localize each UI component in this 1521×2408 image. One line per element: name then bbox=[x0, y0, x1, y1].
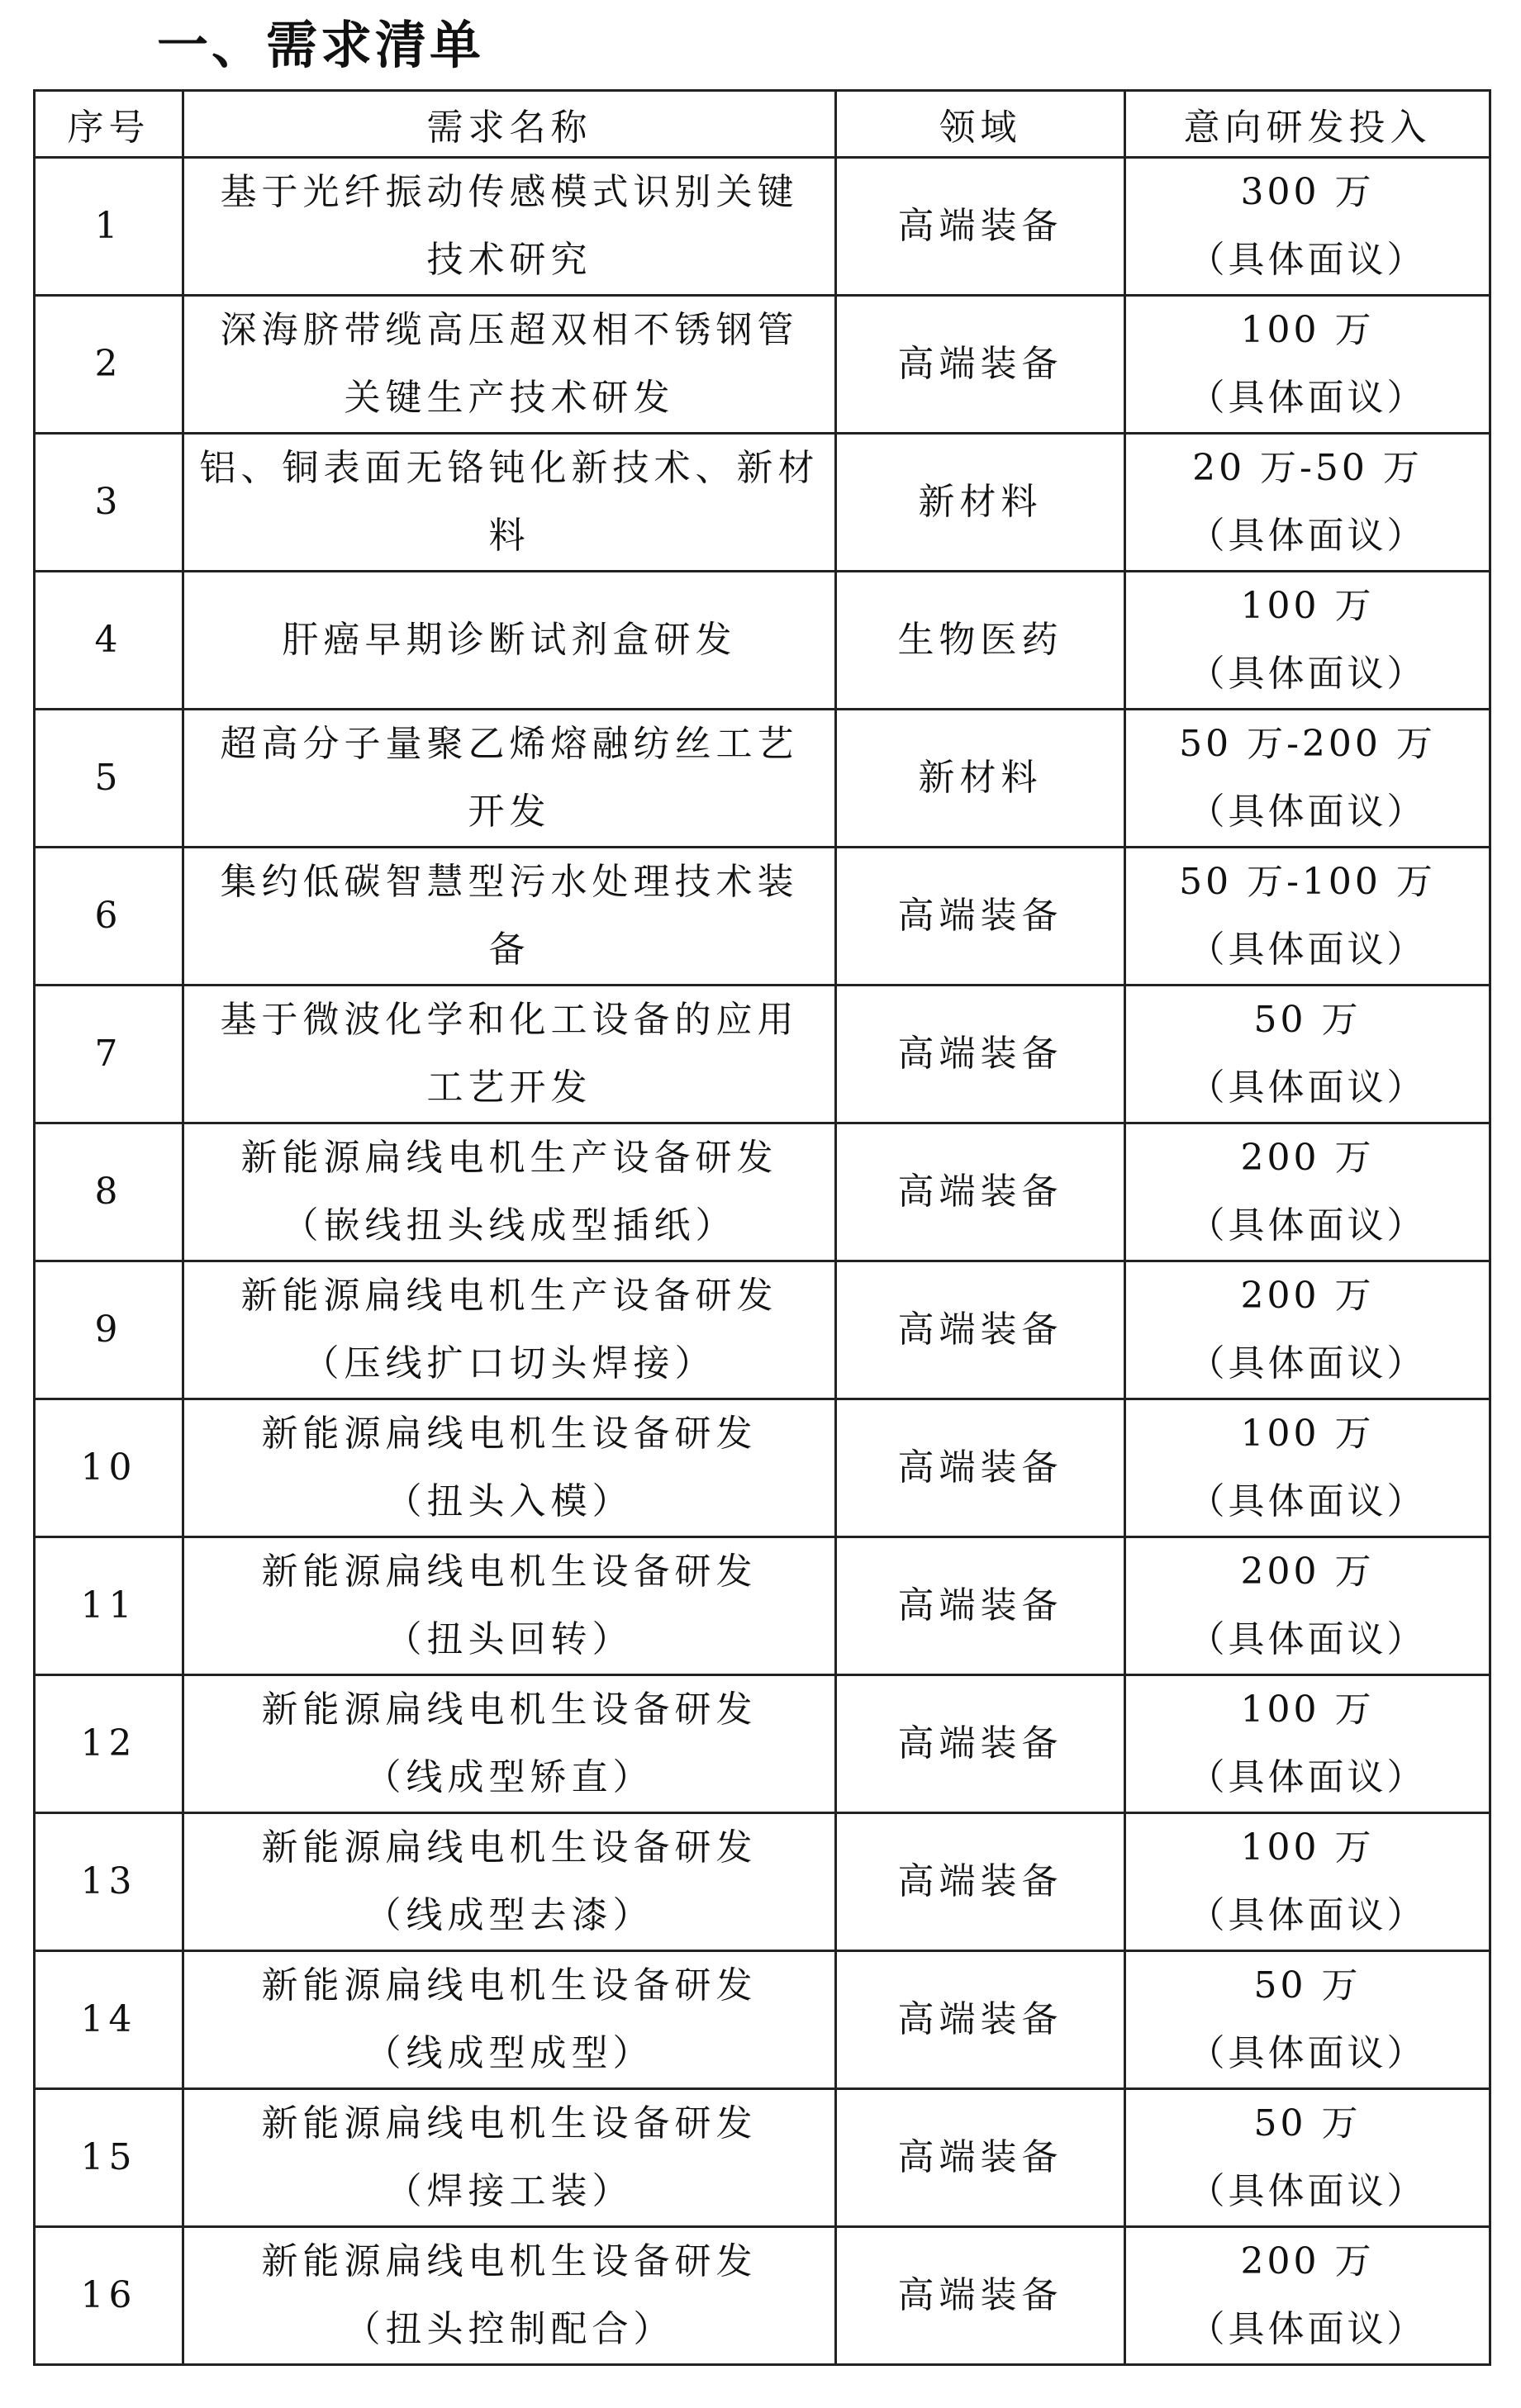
demand-name-line: 肝癌早期诊断试剂盒研发 bbox=[282, 619, 737, 661]
demand-name-line: 新能源扁线电机生设备研发 bbox=[261, 1826, 758, 1869]
row-budget bbox=[1125, 1951, 1490, 2089]
table-row bbox=[35, 158, 1490, 296]
budget-line: （具体面议） bbox=[1188, 2308, 1427, 2350]
row-demand-name bbox=[183, 572, 836, 710]
row-index: 5 bbox=[35, 710, 183, 848]
row-demand-name bbox=[183, 1675, 836, 1813]
row-field: 高端装备 bbox=[836, 2227, 1125, 2365]
demand-name-line: 基于光纤振动传感模式识别关键 bbox=[220, 171, 799, 213]
row-index: 14 bbox=[35, 1951, 183, 2089]
row-field: 新材料 bbox=[836, 710, 1125, 848]
budget-line: （具体面议） bbox=[1188, 1342, 1427, 1384]
table-row bbox=[35, 1123, 1490, 1261]
demand-name-line: 开发 bbox=[468, 791, 551, 833]
demand-name-line: 深海脐带缆高压超双相不锈钢管 bbox=[220, 309, 799, 351]
demand-name-line: 新能源扁线电机生设备研发 bbox=[261, 2240, 758, 2282]
budget-line: （具体面议） bbox=[1188, 2032, 1427, 2074]
table-row bbox=[35, 1261, 1490, 1399]
row-demand-name bbox=[183, 1537, 836, 1675]
budget-line: （具体面议） bbox=[1188, 515, 1427, 557]
budget-line: （具体面议） bbox=[1188, 1618, 1427, 1660]
budget-line: （具体面议） bbox=[1188, 1066, 1427, 1109]
row-index: 15 bbox=[35, 2089, 183, 2227]
row-field: 高端装备 bbox=[836, 986, 1125, 1123]
row-index: 7 bbox=[35, 986, 183, 1123]
demand-name-line: （线成型矫直） bbox=[364, 1756, 654, 1798]
budget-line: 200 万 bbox=[1240, 2240, 1375, 2282]
table-row bbox=[35, 572, 1490, 710]
table-body bbox=[35, 158, 1490, 2365]
row-field: 高端装备 bbox=[836, 158, 1125, 296]
demand-name-line: 技术研究 bbox=[426, 239, 592, 281]
table-header-row bbox=[35, 91, 1490, 158]
row-field: 高端装备 bbox=[836, 296, 1125, 434]
demand-name-line: 新能源扁线电机生设备研发 bbox=[261, 1964, 758, 2007]
demand-name-line: （嵌线扭头线成型插纸） bbox=[282, 1204, 737, 1247]
table-row bbox=[35, 710, 1490, 848]
demand-name-line: 新能源扁线电机生设备研发 bbox=[261, 1551, 758, 1593]
demand-name-line: 新能源扁线电机生产设备研发 bbox=[240, 1137, 778, 1179]
row-demand-name bbox=[183, 710, 836, 848]
row-budget bbox=[1125, 434, 1490, 572]
budget-line: 100 万 bbox=[1240, 309, 1375, 351]
demand-name-line: 新能源扁线电机生设备研发 bbox=[261, 2102, 758, 2144]
row-index: 11 bbox=[35, 1537, 183, 1675]
demand-name-line: 新能源扁线电机生产设备研发 bbox=[240, 1275, 778, 1317]
budget-line: （具体面议） bbox=[1188, 239, 1427, 281]
budget-line: 50 万 bbox=[1253, 1964, 1362, 2007]
budget-line: （具体面议） bbox=[1188, 1894, 1427, 1936]
row-index: 16 bbox=[35, 2227, 183, 2365]
row-index: 2 bbox=[35, 296, 183, 434]
row-index: 3 bbox=[35, 434, 183, 572]
demand-name-line: （压线扩口切头焊接） bbox=[302, 1342, 716, 1384]
header-budget: 意向研发投入 bbox=[1125, 91, 1490, 158]
row-index: 10 bbox=[35, 1399, 183, 1537]
row-budget bbox=[1125, 2089, 1490, 2227]
budget-line: （具体面议） bbox=[1188, 1756, 1427, 1798]
row-budget bbox=[1125, 1537, 1490, 1675]
budget-line: （具体面议） bbox=[1188, 377, 1427, 419]
budget-line: （具体面议） bbox=[1188, 929, 1427, 971]
row-demand-name bbox=[183, 1951, 836, 2089]
row-demand-name bbox=[183, 296, 836, 434]
demand-name-line: （扭头控制配合） bbox=[344, 2308, 675, 2350]
budget-line: 100 万 bbox=[1240, 1688, 1375, 1731]
row-budget bbox=[1125, 1399, 1490, 1537]
demand-table bbox=[33, 89, 1491, 2366]
row-field: 高端装备 bbox=[836, 1261, 1125, 1399]
budget-line: 50 万 bbox=[1253, 2102, 1362, 2144]
row-budget bbox=[1125, 986, 1490, 1123]
budget-line: 100 万 bbox=[1240, 1413, 1375, 1455]
budget-line: （具体面议） bbox=[1188, 791, 1427, 833]
row-index: 8 bbox=[35, 1123, 183, 1261]
demand-name-line: 工艺开发 bbox=[426, 1066, 592, 1109]
row-index: 12 bbox=[35, 1675, 183, 1813]
table-row bbox=[35, 1813, 1490, 1951]
row-field: 新材料 bbox=[836, 434, 1125, 572]
row-demand-name bbox=[183, 2227, 836, 2365]
demand-name-line: （扭头回转） bbox=[385, 1618, 634, 1660]
budget-line: 200 万 bbox=[1240, 1275, 1375, 1317]
header-index: 序号 bbox=[35, 91, 183, 158]
row-index: 4 bbox=[35, 572, 183, 710]
table-row bbox=[35, 1951, 1490, 2089]
row-budget bbox=[1125, 1261, 1490, 1399]
header-field: 领域 bbox=[836, 91, 1125, 158]
demand-name-line: 铝、铜表面无铬钝化新技术、新材 bbox=[199, 447, 820, 489]
row-field: 高端装备 bbox=[836, 2089, 1125, 2227]
row-field: 高端装备 bbox=[836, 1675, 1125, 1813]
row-demand-name bbox=[183, 2089, 836, 2227]
table-row bbox=[35, 1675, 1490, 1813]
row-field: 生物医药 bbox=[836, 572, 1125, 710]
demand-name-line: （扭头入模） bbox=[385, 1480, 634, 1522]
row-demand-name bbox=[183, 158, 836, 296]
row-demand-name bbox=[183, 1261, 836, 1399]
budget-line: 50 万-200 万 bbox=[1179, 723, 1436, 765]
budget-line: 200 万 bbox=[1240, 1137, 1375, 1179]
row-budget bbox=[1125, 1675, 1490, 1813]
demand-name-line: （焊接工装） bbox=[385, 2170, 634, 2212]
row-field: 高端装备 bbox=[836, 1123, 1125, 1261]
demand-name-line: 新能源扁线电机生设备研发 bbox=[261, 1688, 758, 1731]
row-demand-name bbox=[183, 1123, 836, 1261]
page-title: 一、需求清单 bbox=[157, 15, 485, 75]
budget-line: 50 万-100 万 bbox=[1179, 861, 1436, 903]
budget-line: 100 万 bbox=[1240, 1826, 1375, 1869]
table-row bbox=[35, 434, 1490, 572]
demand-name-line: 备 bbox=[488, 929, 530, 971]
row-budget bbox=[1125, 848, 1490, 986]
table-row bbox=[35, 1399, 1490, 1537]
row-budget bbox=[1125, 1123, 1490, 1261]
header-name: 需求名称 bbox=[183, 91, 836, 158]
row-field: 高端装备 bbox=[836, 1537, 1125, 1675]
row-demand-name bbox=[183, 1813, 836, 1951]
table-row bbox=[35, 848, 1490, 986]
row-budget bbox=[1125, 296, 1490, 434]
row-field: 高端装备 bbox=[836, 1813, 1125, 1951]
row-field: 高端装备 bbox=[836, 1399, 1125, 1537]
table-row bbox=[35, 296, 1490, 434]
demand-name-line: （线成型成型） bbox=[364, 2032, 654, 2074]
budget-line: 20 万-50 万 bbox=[1192, 447, 1423, 489]
demand-name-line: 基于微波化学和化工设备的应用 bbox=[220, 999, 799, 1041]
budget-line: 200 万 bbox=[1240, 1551, 1375, 1593]
budget-line: 50 万 bbox=[1253, 999, 1362, 1041]
row-demand-name bbox=[183, 1399, 836, 1537]
row-budget bbox=[1125, 1813, 1490, 1951]
demand-name-line: 关键生产技术研发 bbox=[344, 377, 675, 419]
demand-name-line: 新能源扁线电机生设备研发 bbox=[261, 1413, 758, 1455]
row-index: 13 bbox=[35, 1813, 183, 1951]
row-index: 1 bbox=[35, 158, 183, 296]
demand-name-line: （线成型去漆） bbox=[364, 1894, 654, 1936]
row-budget bbox=[1125, 710, 1490, 848]
demand-name-line: 集约低碳智慧型污水处理技术装 bbox=[220, 861, 799, 903]
budget-line: 300 万 bbox=[1240, 171, 1375, 213]
budget-line: （具体面议） bbox=[1188, 1480, 1427, 1522]
row-demand-name bbox=[183, 434, 836, 572]
row-budget bbox=[1125, 2227, 1490, 2365]
table-row bbox=[35, 986, 1490, 1123]
row-index: 9 bbox=[35, 1261, 183, 1399]
budget-line: （具体面议） bbox=[1188, 2170, 1427, 2212]
row-field: 高端装备 bbox=[836, 848, 1125, 986]
demand-name-line: 料 bbox=[488, 515, 530, 557]
row-index: 6 bbox=[35, 848, 183, 986]
budget-line: （具体面议） bbox=[1188, 1204, 1427, 1247]
table-row bbox=[35, 2227, 1490, 2365]
row-budget bbox=[1125, 158, 1490, 296]
row-field: 高端装备 bbox=[836, 1951, 1125, 2089]
row-demand-name bbox=[183, 986, 836, 1123]
demand-name-line: 超高分子量聚乙烯熔融纺丝工艺 bbox=[220, 723, 799, 765]
budget-line: 100 万 bbox=[1240, 585, 1375, 627]
row-budget bbox=[1125, 572, 1490, 710]
table-row bbox=[35, 2089, 1490, 2227]
row-demand-name bbox=[183, 848, 836, 986]
table-row bbox=[35, 1537, 1490, 1675]
budget-line: （具体面议） bbox=[1188, 653, 1427, 695]
